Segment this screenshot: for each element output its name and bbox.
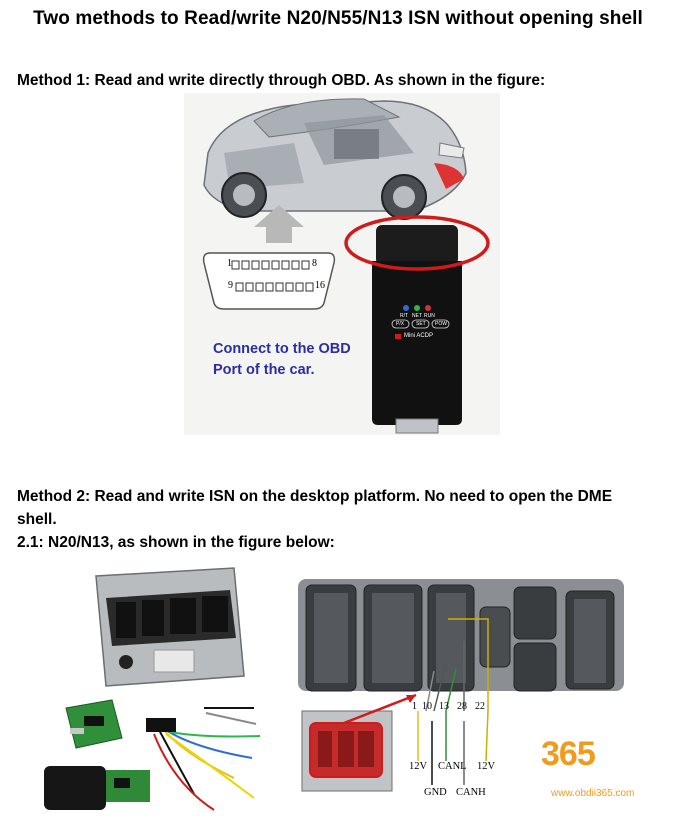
method1-heading: Method 1: Read and write directly through OBD. As shown in the figure: [17,72,546,89]
figure1-caption [213,339,351,381]
led-label-net: NET [412,313,422,319]
pin-label-28: 28 [457,701,467,712]
wire-label-canl: CANL [438,761,467,772]
figure-obd-connection [184,93,500,435]
dme-module-image [96,568,244,686]
device-button-set: SET [416,321,426,327]
adapter-board-image [66,700,122,748]
led-label-rt: R/T [400,313,409,319]
led-label-run: RUN [424,313,435,319]
pin-label-13: 13 [439,701,449,712]
dme-module-red-highlight [302,695,416,791]
obd-adapter-image [44,766,150,810]
figure-dme-kit [34,558,274,824]
page-title: Two methods to Read/write N20/N55/N13 ISN without opening shell [33,8,643,29]
car-cutaway-image [204,99,466,219]
obd-pin-9-label: 9 [228,280,233,291]
pin-label-10: 10 [422,701,432,712]
obd-pin-1-label: 1 [227,258,232,269]
device-button-pow: POW [435,321,447,327]
wire-label-canh: CANH [456,787,486,798]
method2-heading-line1: Method 2: Read and write ISN on the desktop platform. No need to open the DME [17,488,613,505]
wire-label-12v-right: 12V [477,761,496,772]
device-button-px: P/X [396,321,405,327]
mini-acdp-device [372,225,462,433]
watermark-url: www.obdii365.com [551,788,635,799]
caption-line-1: Connect to the OBD [213,341,351,357]
wire-label-gnd: GND [424,787,447,798]
obd-pin-16-label: 16 [315,280,325,291]
dme-connector-image [298,579,624,691]
watermark-logo: 365 [541,735,595,773]
subsection-2-1-heading: 2.1: N20/N13, as shown in the figure below: [17,534,335,551]
obd-pin-8-label: 8 [312,258,317,269]
figure-dme-pinout [288,571,652,824]
wire-label-12v-left: 12V [409,761,428,772]
device-name-label: Mini ACDP [404,333,434,339]
caption-line-2: Port of the car. [213,362,315,378]
harness-connector [146,718,176,732]
dme-kit-illustration [34,558,274,824]
pin-label-1: 1 [412,701,417,712]
pin-label-22: 22 [475,701,485,712]
method2-heading-line2: shell. [17,511,57,528]
